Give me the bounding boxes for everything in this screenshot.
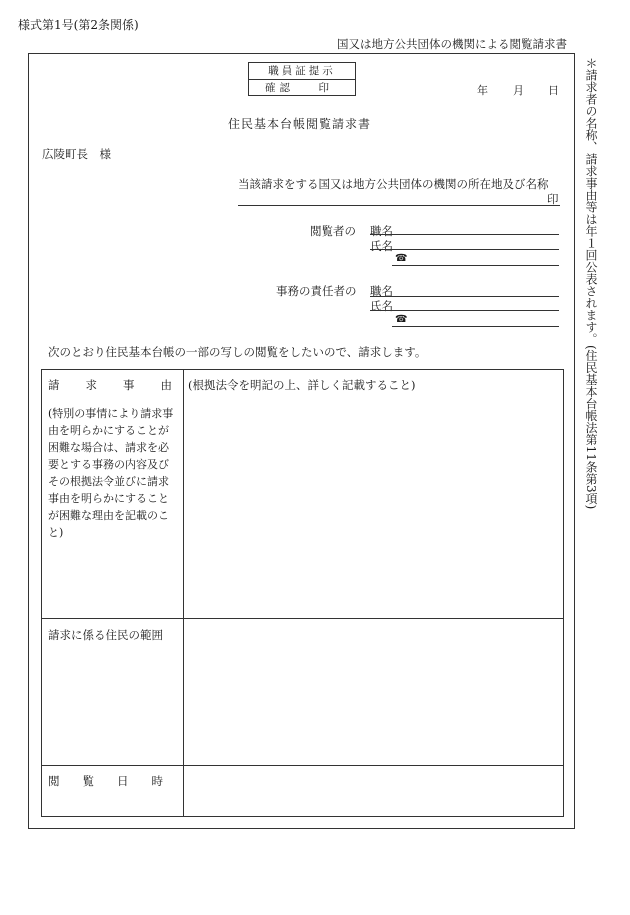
viewer-phone-icon: ☎ xyxy=(395,253,408,264)
viewer-label: 閲覧者の xyxy=(310,224,356,238)
date-year: 年 xyxy=(477,84,488,97)
reason-instruction: (根拠法令を明記の上、詳しく記載すること) xyxy=(188,378,416,392)
datetime-label: 閲覧日時 xyxy=(48,774,186,788)
staff-verification-box xyxy=(248,62,356,96)
reason-note: (特別の事情により請求事由を明らかにすることが困難な場合は、請求を必要とする事務の内容及びその根拠法令並びに請求事由を明らかにすることが困難な理由を記載のこと) xyxy=(48,407,174,539)
id-presented-label: 職員証提示 xyxy=(249,63,355,80)
datetime-input-area[interactable] xyxy=(184,766,563,816)
scope-label: 請求に係る住民の範囲 xyxy=(48,628,163,642)
form-subtitle: 国又は地方公共団体の機関による閲覧請求書 xyxy=(337,37,567,51)
viewer-phone-field[interactable] xyxy=(392,265,559,266)
reason-input-area[interactable] xyxy=(184,394,563,617)
date-month: 月 xyxy=(513,84,524,97)
confirmation-seal: 印 xyxy=(318,82,333,94)
date-day: 日 xyxy=(548,84,559,97)
viewer-name-label: 氏名 xyxy=(370,239,393,253)
addressee: 広陵町長 様 xyxy=(42,147,111,161)
reason-label xyxy=(48,377,198,393)
viewer-position-field[interactable] xyxy=(370,234,559,235)
document-title: 住民基本台帳閲覧請求書 xyxy=(228,117,372,131)
form-number: 様式第1号(第2条関係) xyxy=(18,18,139,32)
request-intro: 次のとおり住民基本台帳の一部の写しの閲覧をしたいので、請求します。 xyxy=(48,345,427,359)
responsible-name-field[interactable] xyxy=(370,310,559,311)
responsible-name-label: 氏名 xyxy=(370,299,393,313)
publication-side-note: ＊請求者の名称、請求事由等は年１回公表されます。(住民基本台帳法第11条第3項) xyxy=(584,57,598,510)
agency-name-line xyxy=(238,205,560,206)
responsible-position-label: 職名 xyxy=(370,284,393,298)
responsible-phone-icon: ☎ xyxy=(395,314,408,325)
agency-seal: 印 xyxy=(547,192,559,206)
responsible-phone-field[interactable] xyxy=(392,326,559,327)
responsible-label: 事務の責任者の xyxy=(276,284,357,298)
reason-label-text: 請求事由 xyxy=(48,378,198,392)
viewer-position-label: 職名 xyxy=(370,224,393,238)
scope-input-area[interactable] xyxy=(184,619,563,764)
agency-label: 当該請求をする国又は地方公共団体の機関の所在地及び名称 xyxy=(238,177,549,191)
confirmation-label: 確認 xyxy=(265,82,294,94)
responsible-position-field[interactable] xyxy=(370,296,559,297)
viewer-name-field[interactable] xyxy=(370,249,559,250)
